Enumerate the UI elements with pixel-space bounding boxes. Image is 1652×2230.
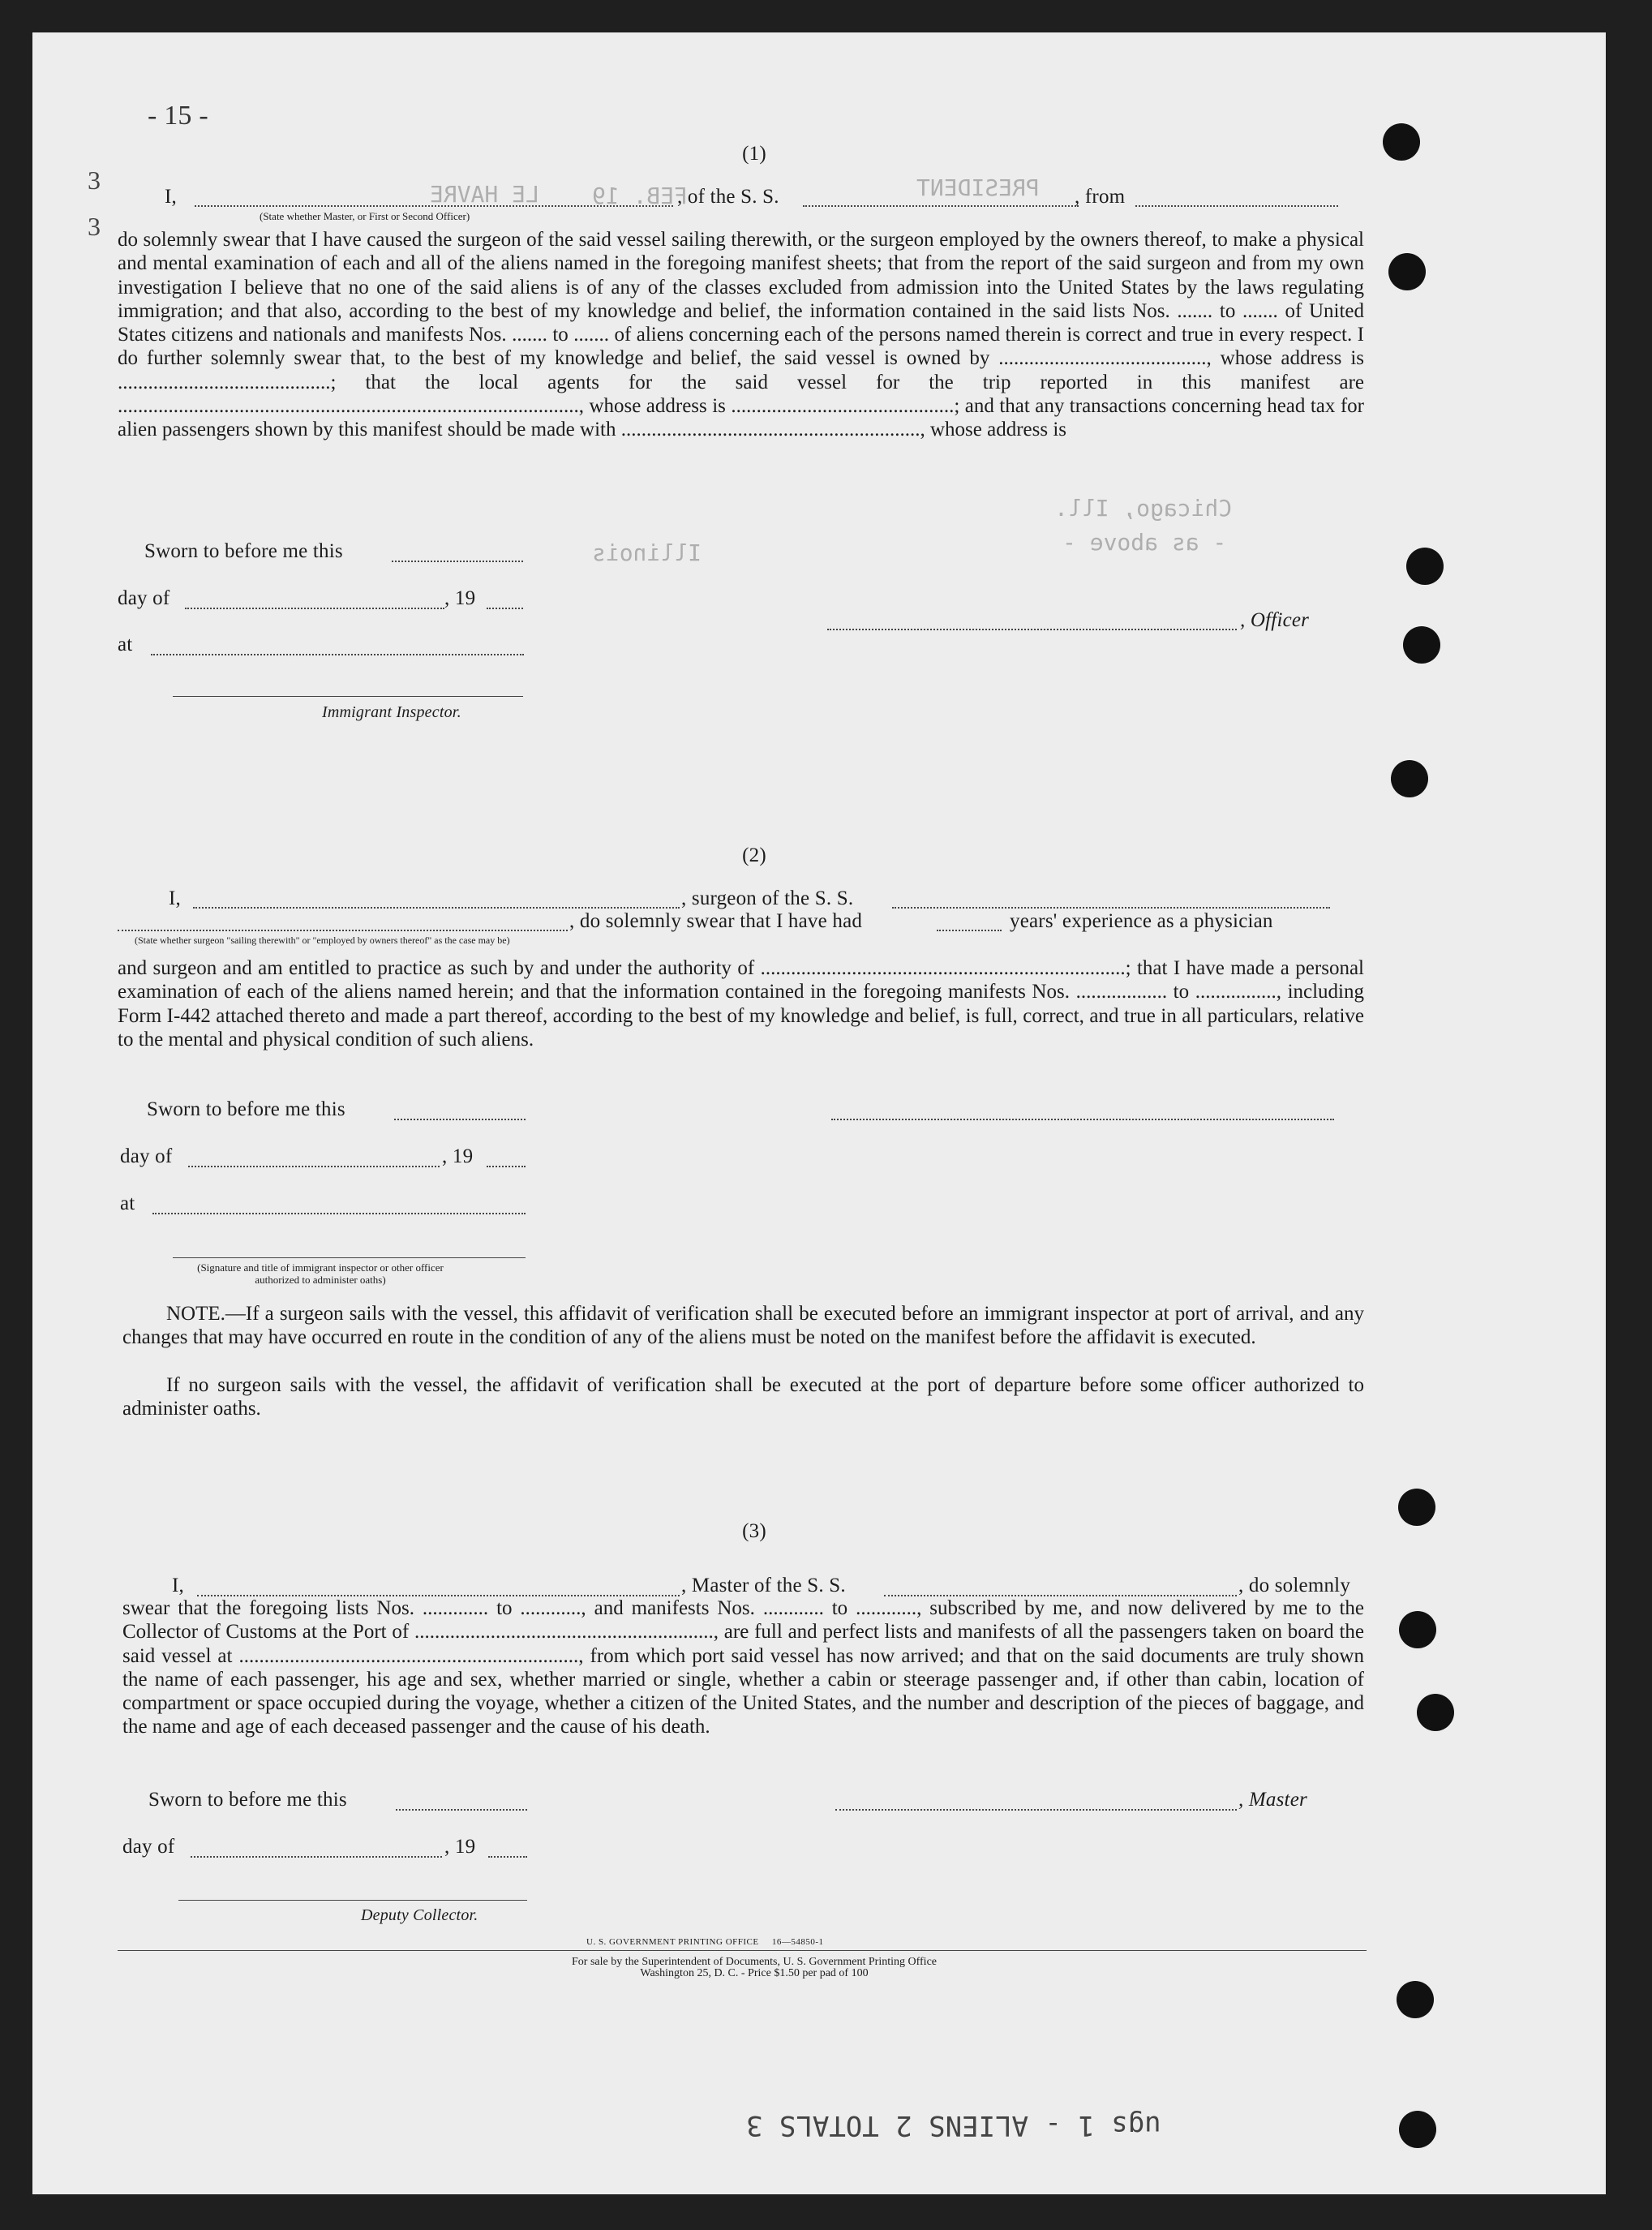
section-3-heading: (3) <box>742 1520 766 1542</box>
year-blank <box>487 608 523 609</box>
punch-hole <box>1397 1981 1434 2018</box>
surgeon-status-blank <box>118 930 568 931</box>
at-label: at <box>118 634 133 655</box>
officer-title: , Officer <box>1240 609 1310 631</box>
year-label: , 19 <box>444 1836 476 1858</box>
master-of-label: , Master of the S. S. <box>681 1575 846 1596</box>
bleed-address: Chicago, Ill. <box>1054 495 1233 522</box>
collector-signature-line <box>178 1900 527 1901</box>
upside-down-stamp: ugs 1 - ALIENS 2 TOTALS 3 <box>746 2109 1161 2142</box>
day-of-label: day of <box>120 1145 173 1167</box>
at-label: at <box>120 1192 135 1214</box>
punch-hole <box>1406 548 1444 585</box>
sworn-blank <box>392 561 523 562</box>
officer-signature-blank <box>827 629 1237 630</box>
year-label: , 19 <box>444 587 476 609</box>
officer-label: I, <box>165 186 177 208</box>
at-blank <box>151 654 524 655</box>
punch-hole <box>1391 760 1428 797</box>
officer-caption: (State whether Master, or First or Second Officer) <box>260 210 470 222</box>
years-label: years' experience as a physician <box>1010 910 1273 932</box>
day-of-label: day of <box>118 587 170 609</box>
year-blank <box>487 1166 526 1167</box>
signature-line <box>173 1257 526 1258</box>
master-label: I, <box>172 1575 184 1596</box>
at-blank <box>152 1213 526 1214</box>
bleed-state: Illinois <box>592 539 702 566</box>
surgeon-ss-blank <box>892 907 1330 909</box>
surgeon-caption: (State whether surgeon "sailing therewith" or "employed by owners thereof" as the case may be) <box>135 935 510 946</box>
bleed-ss-name: PRESIDENT <box>916 174 1040 201</box>
punch-hole <box>1403 626 1440 664</box>
side-mark: 3 <box>88 212 101 241</box>
bleed-date: FEB. 19 <box>592 183 689 209</box>
footer-line: Washington 25, D. C. - Price $1.50 per pad of 100 <box>640 1967 869 1979</box>
surgeon-signature-blank <box>831 1119 1334 1120</box>
year-blank <box>488 1856 527 1858</box>
section-1-heading: (1) <box>742 143 766 165</box>
surgeon-label: I, <box>169 887 181 909</box>
surgeon-of-label: , surgeon of the S. S. <box>681 887 854 909</box>
sworn-blank <box>396 1809 527 1811</box>
sworn-blank <box>394 1119 526 1120</box>
side-mark: 3 <box>88 165 101 195</box>
day-of-label: day of <box>122 1836 175 1858</box>
years-blank <box>937 930 1002 931</box>
inspector-title: Immigrant Inspector. <box>322 703 461 721</box>
sworn-label: Sworn to before me this <box>144 540 343 562</box>
surgeon-swear-label: , do solemnly swear that I have had <box>569 910 863 932</box>
day-blank <box>188 1166 440 1167</box>
note-paragraph: If no surgeon sails with the vessel, the affidavit of verification shall be executed at the port of departure before some officer authorized to administer oaths. <box>122 1374 1364 1420</box>
master-title: , Master <box>1238 1789 1307 1811</box>
from-label: , from <box>1075 186 1126 208</box>
inspector-signature-line <box>173 696 523 697</box>
of-ss-label: , of the S. S. <box>677 186 779 208</box>
section-3-body: swear that the foregoing lists Nos. ............. to ............, and manifests Nos. ............ to ............, subscribed by me, and now delivered by me to the Collector of Customs at the Port of ..........................................................., are full and perfect lists and manifests of all the passengers taken on board the said vessel at ..................................................................., from which port said vessel has now arrived; and that on the said documents are truly shown the name of each passenger, his age and sex, whether married or single, whether a cabin or steerage passenger and, if other than cabin, location of compartment or space occupied during the voyage, whether a citizen of the United States, and the number and description of the pieces of baggage, and the name and age of each deceased passenger and the cause of his death. <box>122 1597 1364 1738</box>
footer-line: For sale by the Superintendent of Documents, U. S. Government Printing Office <box>572 1956 937 1968</box>
sworn-label: Sworn to before me this <box>148 1789 347 1811</box>
punch-hole <box>1399 2111 1436 2148</box>
master-signature-blank <box>835 1809 1237 1811</box>
ss-name-blank <box>803 205 1079 207</box>
section-2-heading: (2) <box>742 844 766 866</box>
surgeon-name-blank <box>193 907 680 909</box>
punch-hole <box>1417 1694 1454 1731</box>
signature-caption: (Signature and title of immigrant inspector or other officer authorized to administer oaths) <box>197 1261 444 1286</box>
punch-hole <box>1388 253 1426 290</box>
printing-office-imprint: U. S. GOVERNMENT PRINTING OFFICE 16—54850-1 <box>586 1937 824 1947</box>
note-paragraph: NOTE.—If a surgeon sails with the vessel, this affidavit of verification shall be executed before an immigrant inspector at port of arrival, and any changes that may have occurred en route in the condition of any of the aliens must be noted on the manifest before the affidavit is executed. <box>122 1303 1364 1349</box>
day-blank <box>191 1856 442 1858</box>
year-label: , 19 <box>442 1145 474 1167</box>
from-blank <box>1135 205 1338 207</box>
page-number-note: - 15 - <box>148 101 208 131</box>
day-blank <box>185 608 444 609</box>
solemnly-label: , do solemnly <box>1238 1575 1351 1596</box>
sworn-label: Sworn to before me this <box>147 1098 345 1120</box>
manifest-page <box>32 32 1606 2194</box>
section-2-body: and surgeon and am entitled to practice as such by and under the authority of ........................................................................; that I have made a personal examination of each of the aliens named herein; and that the information contained in the foregoing manifests Nos. .................. to ................, including Form I-442 attached thereto and made a part thereof, according to the best of my knowledge and belief, is full, correct, and true in all particulars, relative to the mental and physical condition of such aliens. <box>118 957 1364 1051</box>
collector-title: Deputy Collector. <box>361 1906 478 1924</box>
section-1-body: do solemnly swear that I have caused the surgeon of the said vessel sailing therewith, or the surgeon employed by the owners thereof, to make a physical and mental examination of each and all of the aliens named in the foregoing manifest sheets; that from the report of the said surgeon and from my own investigation I believe that no one of the said aliens is of any of the classes excluded from admission into the United States by the laws regulating immigration; and that also, according to the best of my knowledge and belief, the information contained in the said lists Nos. ....... to ....... of United States citizens and nationals and manifests Nos. ....... to ....... of aliens concerning each of the persons named therein is correct and true in every respect. I do further solemnly swear that, to the best of my knowledge and belief, the said vessel is owned by ........................................., whose address is ..........................................; that the local agents for the said vessel for the trip reported in this manifest are ..........................................................................................., whose address is ............................................; and that any transactions concerning head tax for alien passengers shown by this manifest should be made with ..........................................................., whose address is <box>118 229 1364 441</box>
punch-hole <box>1399 1611 1436 1648</box>
bleed-port: LE HAVRE <box>430 181 539 208</box>
officer-name-blank <box>195 205 673 207</box>
footer-rule <box>118 1950 1367 1951</box>
bleed-as-above: - as above - <box>1062 529 1227 556</box>
